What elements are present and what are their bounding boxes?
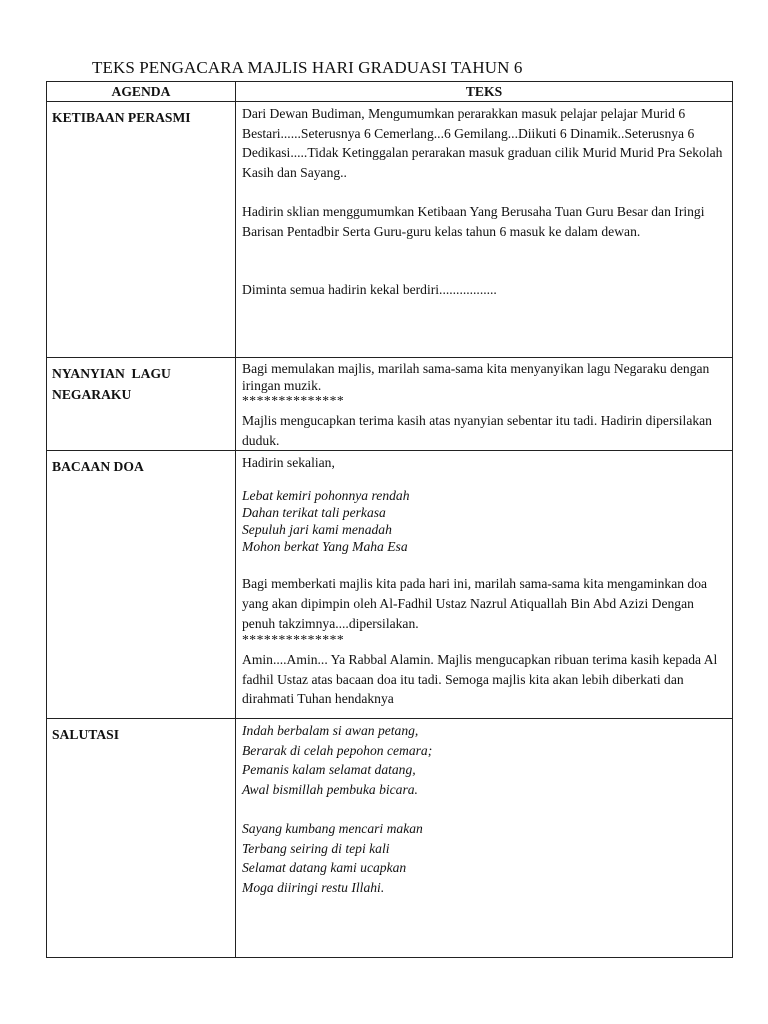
agenda-nyanyian-lagu-negaraku	[47, 358, 236, 451]
table-row	[47, 719, 733, 958]
header-agenda: AGENDA	[47, 82, 236, 102]
pantun-line: Indah berbalam si awan petang,	[242, 723, 419, 739]
paragraph: Bagi memberkati majlis kita pada hari ini, marilah sama-sama kita mengaminkan doa yang akan dipimpin oleh Al-Fadhil Ustaz Nazrul Atiquallah Bin Abd Azizi Dengan penuh takzimnya....dipersilakan.	[242, 576, 708, 631]
pantun-line: Pemanis kalam selamat datang,	[242, 762, 416, 778]
pantun-line: Mohon berkat Yang Maha Esa	[242, 538, 408, 554]
pantun-line: Lebat kemiri pohonnya rendah	[242, 487, 410, 503]
table-row	[47, 102, 733, 358]
paragraph: Dari Dewan Budiman, Mengumumkan perarakkan masuk pelajar pelajar Murid 6 Bestari......Seterusnya 6 Cemerlang...6 Gemilang...Diikuti 6 Dinamik..Seterusnya 6 Dedikasi.....Tidak Ketinggalan perarakan masuk graduan cilik Murid Murid Pra Sekolah Kasih dan Sayang..	[242, 106, 723, 180]
agenda-line: NYANYIAN LAGU	[52, 366, 171, 381]
pantun-line: Moga diiringi restu Illahi.	[242, 879, 385, 895]
separator-stars: **************	[242, 393, 345, 408]
pantun-line: Sepuluh jari kami menadah	[242, 521, 392, 537]
pantun-line: Awal bismillah pembuka bicara.	[242, 781, 418, 797]
paragraph: Bagi memulakan majlis, marilah sama-sama kita menyanyikan lagu Negaraku dengan iringan muzik.	[242, 361, 710, 393]
paragraph: Hadirin sklian menggumumkan Ketibaan Yang Berusaha Tuan Guru Besar dan Iringi Barisan Pentadbir Serta Guru-guru kelas tahun 6 masuk ke dalam dewan.	[242, 203, 705, 239]
teks-ketibaan-perasmi	[236, 102, 733, 358]
paragraph: Diminta semua hadirin kekal berdiri.................	[242, 282, 497, 298]
pantun-line: Sayang kumbang mencari makan	[242, 821, 423, 837]
paragraph: Majlis mengucapkan terima kasih atas nyanyian sebentar itu tadi. Hadirin dipersilakan duduk.	[242, 413, 712, 448]
script-table	[46, 81, 733, 958]
table-row	[47, 451, 733, 719]
pantun-line: Berarak di celah pepohon cemara;	[242, 742, 433, 758]
teks-salutasi	[236, 719, 733, 958]
teks-bacaan-doa	[236, 451, 733, 719]
pantun-line: Terbang seiring di tepi kali	[242, 840, 390, 856]
greeting: Hadirin sekalian,	[242, 455, 335, 471]
header-teks: TEKS	[236, 82, 733, 102]
separator-stars: **************	[242, 632, 345, 648]
agenda-line: NEGARAKU	[52, 387, 132, 402]
pantun-line: Dahan terikat tali perkasa	[242, 504, 386, 520]
teks-nyanyian-lagu-negaraku	[236, 358, 733, 451]
table-row	[47, 358, 733, 451]
agenda-bacaan-doa: BACAAN DOA	[47, 451, 236, 719]
pantun-line: Selamat datang kami ucapkan	[242, 860, 407, 876]
document-title: TEKS PENGACARA MAJLIS HARI GRADUASI TAHUN 6	[92, 58, 523, 77]
agenda-salutasi: SALUTASI	[47, 719, 236, 958]
agenda-ketibaan-perasmi: KETIBAAN PERASMI	[47, 102, 236, 358]
table-header-row	[47, 82, 733, 102]
paragraph: Amin....Amin... Ya Rabbal Alamin. Majlis mengucapkan ribuan terima kasih kepada Al fadhil Ustaz atas bacaan doa itu tadi. Semoga majlis kita akan lebih diberkati dan dirahmati Tuhan hendaknya	[242, 652, 718, 707]
